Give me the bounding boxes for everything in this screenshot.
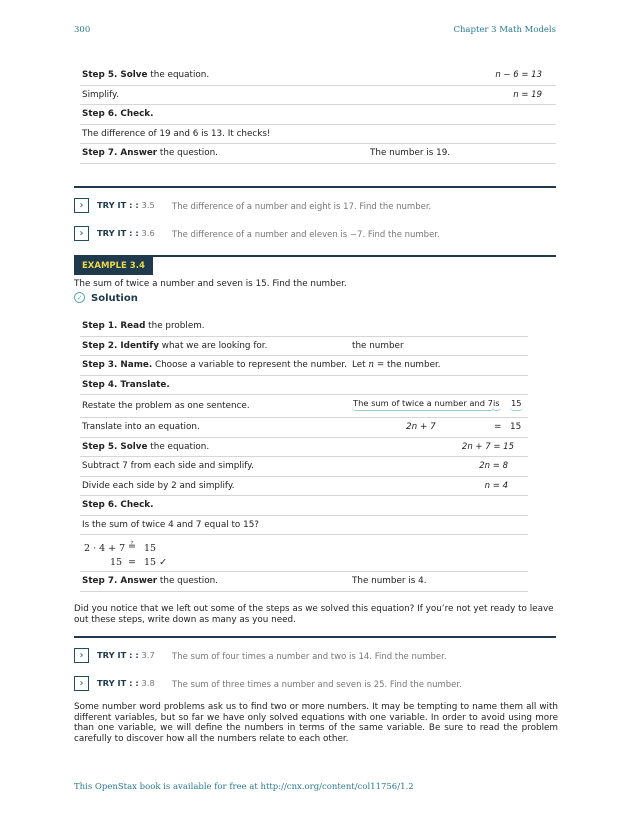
table-row: Step 1. Read the problem. <box>80 317 528 337</box>
step-label: Step 6. Check. <box>82 109 154 119</box>
step-text: The difference of 19 and 6 is 13. It checks! <box>82 128 271 139</box>
try-it-text: The sum of three times a number and seven is 25. Find the number. <box>172 680 462 690</box>
section-divider <box>74 636 556 638</box>
notice-paragraph: Did you notice that we left out some of the steps as we solved this equation? If you’re not yet ready to leave out these steps, write down as many as you need. <box>74 604 554 625</box>
step-math: 2n = 8 <box>479 461 508 471</box>
step-math: n = 4 <box>484 480 508 491</box>
step-math: n = 19 <box>513 89 542 100</box>
step-text: the equation. <box>147 70 210 80</box>
step-label: Step 7. Answer <box>82 148 158 158</box>
check-line-2-rel: = <box>128 557 136 568</box>
example-tag: EXAMPLE 3.4 <box>74 257 153 275</box>
step-label: Step 5. Solve <box>82 70 148 80</box>
try-it-label: TRY IT : : 3.6 <box>97 228 155 238</box>
table-row: Subtract 7 from each side and simplify. 2n = 8 <box>80 457 528 477</box>
step-math: 2n + 7 = 15 <box>461 441 514 452</box>
step-math: n − 6 = 13 <box>495 70 542 80</box>
table-row <box>80 86 556 106</box>
restate-phrase: The sum of twice a number and 7 <box>352 397 494 411</box>
top-steps-table <box>80 66 556 164</box>
try-it-box <box>74 676 556 692</box>
table-row: Step 2. Identify what we are looking for. the number <box>80 337 528 357</box>
chevron-right-icon[interactable]: › <box>74 226 89 241</box>
equation-rhs: 15 <box>510 422 522 432</box>
step-text: Simplify. <box>82 89 119 100</box>
table-row <box>80 125 556 145</box>
check-line-1-rhs: 15 <box>144 543 157 554</box>
try-it-label: TRY IT : : 3.8 <box>97 678 155 688</box>
chapter-title: Chapter 3 Math Models <box>453 25 556 35</box>
try-it-label: TRY IT : : 3.5 <box>97 200 155 210</box>
chevron-right-icon[interactable]: › <box>74 676 89 691</box>
table-row <box>80 66 556 86</box>
table-row: Is the sum of twice 4 and 7 equal to 15? <box>80 516 528 536</box>
check-line-2-lhs: 15 <box>110 557 123 568</box>
restate-is: is <box>492 397 501 411</box>
restate-value: 15 <box>510 397 523 411</box>
step-answer: The number is 4. <box>352 576 427 586</box>
table-row: Divide each side by 2 and simplify. n = 4 <box>80 477 528 497</box>
table-row: Restate the problem as one sentence. The sum of twice a number and 7 is 15 <box>80 395 528 418</box>
equation-eq: = <box>494 422 502 432</box>
section-divider <box>74 186 556 188</box>
chevron-right-icon[interactable]: › <box>74 198 89 213</box>
solution-heading: ✓ Solution <box>74 292 138 304</box>
try-it-box <box>74 198 556 214</box>
check-line-1-lhs: 2 · 4 + 7 <box>84 543 126 554</box>
table-row: Step 5. Solve the equation. 2n + 7 = 15 <box>80 438 528 458</box>
table-row <box>80 105 556 125</box>
check-line-1-rel: ≟ <box>128 541 136 552</box>
closing-paragraph: Some number word problems ask us to find two or more numbers. It may be tempting to name them all with different variables, but so far we have only solved equations with one variable. In order to avoid using more than one variable, we will define the numbers in terms of the same variable. Be sure to read the problem carefully to discover how all the numbers relate to each other. <box>74 702 558 744</box>
step-answer: The number is 19. <box>370 148 451 158</box>
step-answer: Let n = the number. <box>352 360 441 370</box>
try-it-text: The difference of a number and eight is 17. Find the number. <box>172 202 432 212</box>
try-it-text: The difference of a number and eleven is −7. Find the number. <box>172 230 440 240</box>
page-number: 300 <box>74 25 91 35</box>
try-it-label: TRY IT : : 3.7 <box>97 650 155 660</box>
try-it-box <box>74 648 556 664</box>
try-it-text: The sum of four times a number and two is 14. Find the number. <box>172 652 447 662</box>
table-row: Step 3. Name. Choose a variable to represent the number. Let n = the number. <box>80 356 528 376</box>
check-line-2-rhs: 15 ✓ <box>144 557 168 568</box>
equation-lhs: 2n + 7 <box>406 422 436 432</box>
step-answer: the number <box>352 340 404 351</box>
chevron-right-icon[interactable]: › <box>74 648 89 663</box>
step-text: the question. <box>157 148 218 158</box>
table-row: Translate into an equation. 2n + 7 = 15 <box>80 418 528 438</box>
table-row: Step 7. Answer the question. The number is 4. <box>80 572 528 592</box>
try-it-box <box>74 226 556 242</box>
check-circle-icon: ✓ <box>74 292 85 303</box>
table-row: Step 6. Check. <box>80 496 528 516</box>
table-row: Step 4. Translate. <box>80 376 528 396</box>
table-row <box>80 144 556 164</box>
example-problem: The sum of twice a number and seven is 15. Find the number. <box>74 279 347 289</box>
footer-link[interactable]: This OpenStax book is available for free at http://cnx.org/content/col11756/1.2 <box>74 782 414 792</box>
